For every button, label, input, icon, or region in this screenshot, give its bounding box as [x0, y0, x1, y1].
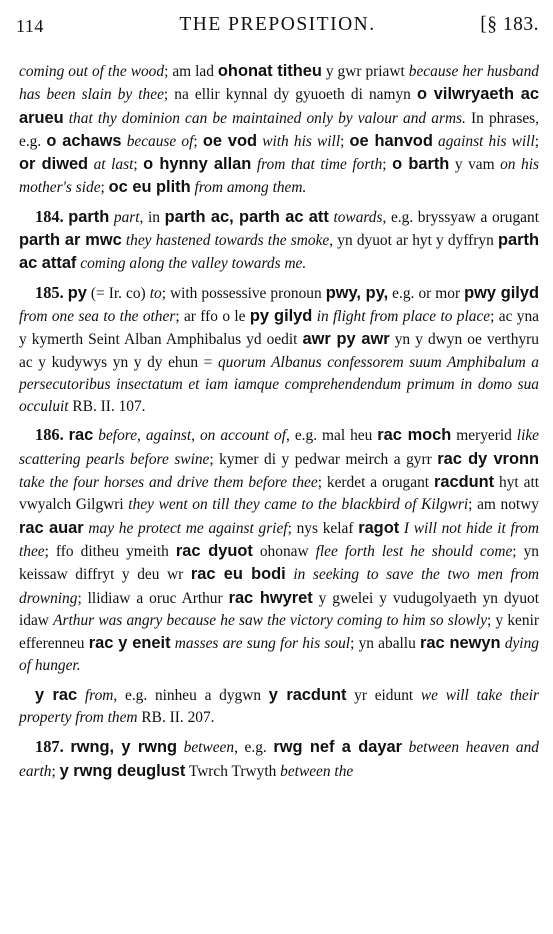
- welsh-term: py: [67, 283, 87, 302]
- body-text: ;: [51, 762, 60, 780]
- body-text: [177, 739, 184, 756]
- welsh-term: o vilwryaeth ac arueu: [19, 85, 539, 127]
- body-text: ; kerdet a orugant: [317, 474, 434, 492]
- welsh-term: y rwng deuglust: [59, 761, 186, 780]
- welsh-term: o barth: [392, 155, 450, 174]
- italic-gloss: may he protect me against grief: [88, 519, 288, 537]
- body-text: ;: [133, 156, 144, 174]
- body-text: ohonaw: [252, 542, 316, 560]
- section-number: 184.: [35, 206, 64, 226]
- section-reference: [§ 183.: [480, 14, 539, 35]
- welsh-term: oe vod: [202, 131, 258, 150]
- welsh-term: oe hanvod: [349, 131, 433, 150]
- body-text: RB. II. 207.: [137, 709, 215, 727]
- welsh-term: parth ac, parth ac att: [164, 207, 329, 226]
- welsh-term: o achaws: [46, 131, 122, 150]
- italic-gloss: from among them.: [194, 179, 307, 197]
- italic-gloss: with his will: [262, 132, 341, 150]
- welsh-term: parth: [68, 207, 110, 226]
- italic-gloss: Arthur was angry because he saw the victory coming to him so slowly: [53, 611, 488, 629]
- italic-gloss: before, against, on account of: [98, 427, 287, 445]
- body-text: y vam: [449, 156, 501, 174]
- welsh-term: oc eu plith: [108, 178, 191, 197]
- body-text: ; ac yna y kymerth Seint Alban Amphibalus yd oedit: [19, 307, 539, 349]
- italic-gloss: because of: [126, 132, 194, 150]
- welsh-term: rwng, y rwng: [70, 738, 177, 757]
- body-text: , e.g.: [234, 739, 274, 757]
- body-text: ; na ellir kynnal dy gyuoeth di namyn: [163, 86, 417, 104]
- welsh-term: rwg nef a dayar: [273, 738, 402, 757]
- italic-gloss: flee forth lest he should come: [315, 542, 513, 560]
- italic-gloss: we will take their property from them: [19, 686, 539, 727]
- body-text: ; am lad: [164, 63, 218, 80]
- italic-gloss: they hastened towards the smoke: [125, 232, 330, 250]
- body-text: yr eidunt: [346, 686, 421, 704]
- body-text: , yn dyuot ar hyt y dyffryn: [329, 232, 498, 250]
- welsh-term: py gilyd: [249, 306, 313, 325]
- body-text: ; ar ffo o le: [175, 307, 250, 325]
- welsh-term: rac y eneit: [88, 634, 171, 653]
- body-text: ;: [534, 132, 540, 150]
- welsh-term: parth ac attaf: [19, 231, 539, 273]
- italic-gloss: dying of hunger.: [19, 635, 539, 675]
- body-text: yn y dwyn oe verthyru ac y kudywys yn y dy ehun =: [19, 331, 539, 371]
- welsh-term: racdunt: [433, 473, 495, 492]
- paragraph-186: [19, 424, 539, 677]
- section-number: 187.: [35, 737, 64, 757]
- welsh-term: awr py awr: [302, 330, 390, 349]
- body-text: meryerid: [451, 427, 517, 445]
- body-text: , in: [139, 208, 165, 226]
- welsh-term: rac moch: [377, 426, 452, 445]
- welsh-term: ragot: [358, 518, 400, 537]
- italic-gloss: between: [183, 739, 235, 757]
- page-number: 114: [16, 16, 44, 36]
- body-text: ; llidiaw a oruc Arthur: [77, 589, 229, 607]
- body-text: ;: [340, 132, 350, 150]
- body-text: Twrch Trwyth: [185, 762, 281, 780]
- italic-gloss: between heaven and earth: [19, 739, 539, 780]
- italic-gloss: in flight from place to place: [316, 307, 491, 325]
- body-text: In phrases, e.g.: [19, 109, 539, 150]
- body-text: hyt att vwyalch Gilgwri: [19, 474, 539, 514]
- body-text: RB. II. 107.: [68, 398, 146, 416]
- italic-gloss: because her husband has been slain by thee: [19, 63, 539, 104]
- welsh-term: pwy gilyd: [464, 283, 539, 302]
- paragraph-185: [19, 282, 539, 419]
- italic-gloss: coming along the valley towards me.: [80, 255, 307, 273]
- body-text: ; y kenir efferenneu: [19, 611, 539, 653]
- body-text: ; with possessive pronoun: [161, 284, 326, 302]
- italic-gloss: in seeking to save the two men from drowning: [19, 566, 540, 607]
- body-text: (= Ir. co): [86, 284, 150, 302]
- body-text: , e.g. ninheu a dygwn: [113, 686, 269, 704]
- italic-gloss: like scattering pearls before swine: [19, 427, 540, 468]
- body-text: ; ffo ditheu ymeith: [44, 542, 176, 560]
- italic-gloss: they went on till they came to the blackbird of Kilgwri: [128, 496, 469, 514]
- body-text: e.g. or mor: [388, 284, 465, 302]
- welsh-term: o hynny allan: [143, 155, 252, 174]
- italic-gloss: from one sea to the other: [19, 307, 176, 325]
- welsh-term: y racdunt: [268, 685, 347, 704]
- paragraph-187: [19, 736, 539, 783]
- italic-gloss: at last: [93, 156, 134, 174]
- italic-gloss: I will not hide it from thee: [19, 519, 539, 560]
- italic-gloss: take the four horses and drive them before thee: [19, 474, 318, 492]
- running-title: THE PREPOSITION.: [179, 14, 376, 35]
- body-text: ; yn keissaw diffryt y deu wr: [19, 542, 539, 584]
- italic-gloss: that thy dominion can be maintained only by valour and arms.: [68, 109, 466, 127]
- welsh-term: rac hwyret: [228, 588, 313, 607]
- body-text: y gwelei y vudugolyaeth yn dyuot idaw: [19, 589, 539, 629]
- body-text: [402, 739, 409, 756]
- welsh-term: parth ar mwc: [19, 231, 122, 250]
- welsh-term: rac auar: [19, 518, 84, 537]
- body-text: , e.g. mal heu: [286, 427, 378, 445]
- italic-gloss: towards: [333, 208, 383, 226]
- italic-gloss: coming out of the wood: [19, 63, 165, 80]
- italic-gloss: from: [84, 686, 114, 704]
- paragraph-183-continued: [19, 60, 539, 200]
- body-text: , e.g. bryssyaw a orugant: [382, 208, 539, 226]
- body-text: y gwr priawt: [321, 63, 409, 80]
- italic-gloss: masses are sung for his soul: [174, 635, 351, 653]
- welsh-term: rac dyuot: [175, 541, 253, 560]
- welsh-term: pwy, py,: [325, 283, 389, 302]
- body-text: ;: [382, 156, 393, 174]
- body-text: [77, 687, 85, 704]
- section-number: 185.: [35, 282, 64, 302]
- section-number: 186.: [35, 425, 64, 445]
- body-text: ;: [193, 132, 203, 150]
- body-text: ; am notwy: [468, 496, 539, 514]
- welsh-term: rac newyn: [420, 634, 501, 653]
- body-text: ; yn aballu: [350, 635, 421, 653]
- body-text: ;: [100, 179, 109, 197]
- body-text: ; kymer di y pedwar meirch a gyrr: [209, 450, 438, 468]
- welsh-term: or diwed: [19, 155, 89, 174]
- italic-gloss: quorum Albanus confessorem suum Amphibalum a persecutoribus insectatum et iam iamque comprehendendum primum in domo sua occuluit: [19, 353, 540, 416]
- paragraph-y-rac: [19, 684, 539, 730]
- italic-gloss: between the: [280, 762, 354, 780]
- running-header: [16, 10, 539, 40]
- paragraph-184: [19, 206, 539, 276]
- italic-gloss: on his mother's side: [19, 156, 539, 197]
- welsh-term: rac: [68, 426, 94, 445]
- italic-gloss: part: [113, 208, 140, 226]
- italic-gloss: to: [149, 284, 162, 302]
- welsh-term: y rac: [35, 685, 78, 704]
- welsh-term: ohonat titheu: [217, 62, 322, 80]
- welsh-term: rac eu bodi: [190, 565, 286, 584]
- body-text: ; nys kelaf: [287, 519, 359, 537]
- italic-gloss: from that time forth: [256, 156, 383, 174]
- italic-gloss: against his will: [438, 132, 535, 150]
- welsh-term: rac dy vronn: [437, 449, 539, 468]
- page-body: [19, 60, 539, 783]
